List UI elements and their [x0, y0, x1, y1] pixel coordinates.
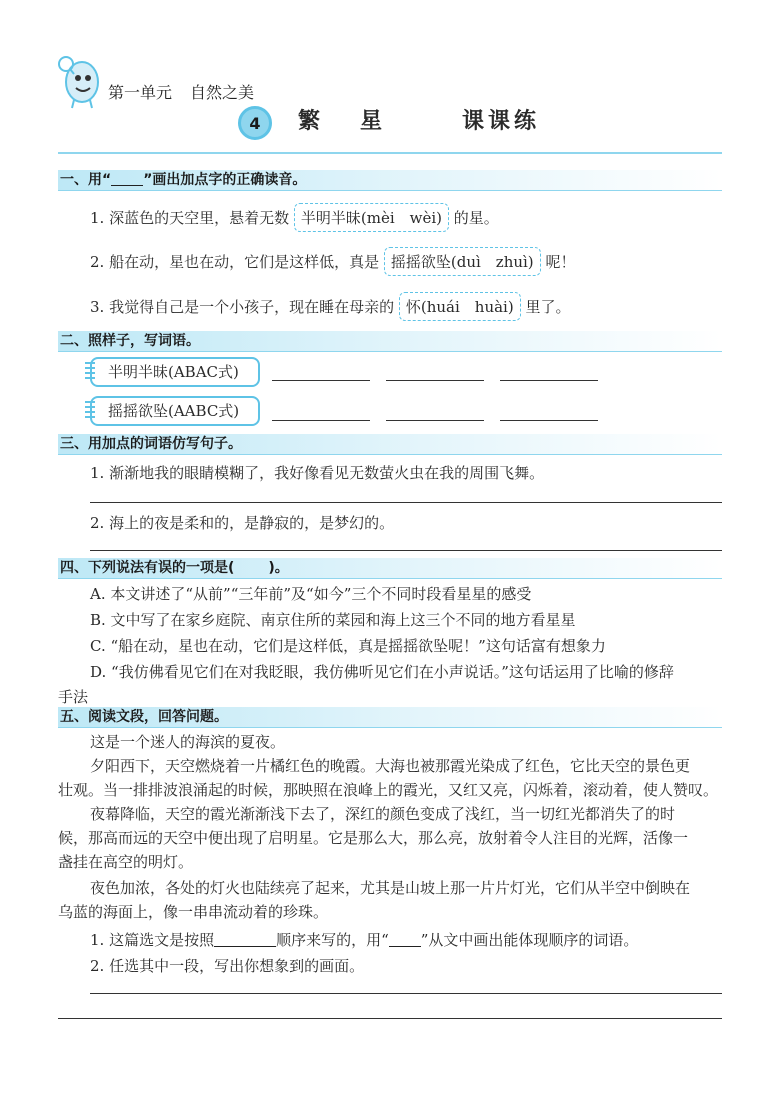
section5-heading: 五、阅读文段，回答问题。: [58, 707, 722, 728]
answer-line[interactable]: [500, 380, 598, 381]
spiral-binding-icon: [85, 401, 95, 421]
section1-q1: [90, 203, 499, 232]
q2-suffix: 呢！: [545, 253, 576, 271]
example-box-abac: [90, 357, 260, 387]
section3-q1: 1. 渐渐地我的眼睛模糊了，我好像看见无数萤火虫在我的周围飞舞。: [90, 464, 545, 482]
option-c: C. “船在动，星也在动，它们是这样低，真是摇摇欲坠呢！”这句话富有想象力: [90, 637, 606, 655]
passage-paragraph-3-line3: 盏挂在高空的明灯。: [58, 853, 194, 871]
underline-blank: [389, 933, 421, 947]
mascot-illustration: [56, 52, 104, 110]
q3-suffix: 里了。: [525, 298, 571, 316]
section1-heading: [58, 170, 722, 191]
section5-q1: [90, 929, 638, 950]
section1-q2: [90, 247, 575, 276]
q2-text: 2. 船在动，星也在动，它们是这样低，真是: [90, 253, 380, 271]
q1-text: 1. 深蓝色的天空里，悬着无数: [90, 209, 290, 227]
lesson-number-badge: [238, 106, 272, 140]
lesson-number: 4: [249, 113, 261, 133]
order-blank[interactable]: [214, 933, 276, 947]
spiral-binding-icon: [85, 362, 95, 382]
example-abac: 半明半昧(ABAC式): [108, 363, 239, 381]
answer-line[interactable]: [500, 420, 598, 421]
section1-q3: [90, 292, 571, 321]
example-box-aabc: [90, 396, 260, 426]
lesson-tag: 课课练: [462, 109, 541, 134]
lesson-title: 繁星: [298, 109, 423, 134]
passage-paragraph-4-line2: 乌蓝的海面上，像一串串流动着的珍珠。: [58, 903, 329, 921]
q3-pinyin-box[interactable]: 怀(huái huài): [399, 292, 521, 321]
header-divider: [58, 152, 722, 154]
section3-heading: 三、用加点的词语仿写句子。: [58, 434, 722, 455]
section2-heading: 二、照样子，写词语。: [58, 331, 722, 352]
unit-theme: 自然之美: [190, 83, 255, 102]
q3-text: 3. 我觉得自己是一个小孩子，现在睡在母亲的: [90, 298, 395, 316]
section4-title-post: )。: [268, 560, 289, 576]
section4-heading: [58, 558, 722, 579]
passage-paragraph-4-line1: 夜色加浓，各处的灯火也陆续亮了起来，尤其是山坡上那一片片灯光，它们从半空中倒映在: [90, 879, 691, 897]
underline-blank: [111, 172, 143, 186]
answer-line[interactable]: [90, 502, 722, 503]
option-d-continued: 手法: [58, 688, 89, 706]
passage-paragraph-3-line1: 夜幕降临，天空的霞光渐渐浅下去了，深红的颜色变成了浅红，当一切红光都消失了的时: [90, 805, 676, 823]
answer-line[interactable]: [386, 380, 484, 381]
answer-line[interactable]: [386, 420, 484, 421]
passage-paragraph-1: 这是一个迷人的海滨的夏夜。: [90, 733, 286, 751]
section5-q2: 2. 任选其中一段，写出你想象到的画面。: [90, 957, 365, 975]
unit-number: 第一单元: [108, 83, 173, 102]
answer-line[interactable]: [272, 420, 370, 421]
example-aabc: 摇摇欲坠(AABC式): [108, 402, 240, 420]
q2-pinyin-box[interactable]: 摇摇欲坠(duì zhuì): [384, 247, 541, 276]
option-a: A. 本文讲述了“从前”“三年前”及“如今”三个不同时段看星星的感受: [90, 585, 532, 603]
q1-prefix: 1. 这篇选文是按照: [90, 931, 215, 949]
section1-title-pre: 一、用“: [60, 172, 112, 188]
section4-title-pre: 四、下列说法有误的一项是(: [60, 560, 235, 576]
answer-line[interactable]: [90, 550, 722, 551]
option-b: B. 文中写了在家乡庭院、南京住所的菜园和海上这三个不同的地方看星星: [90, 611, 576, 629]
unit-label: [108, 80, 272, 103]
q1-pinyin-box[interactable]: 半明半昧(mèi wèi): [294, 203, 449, 232]
section1-title-post: ”画出加点字的正确读音。: [143, 172, 307, 188]
q1-suffix: 的星。: [453, 209, 499, 227]
q1-suffix: ”从文中画出能体现顺序的词语。: [420, 931, 639, 949]
section3-q2: 2. 海上的夜是柔和的，是静寂的，是梦幻的。: [90, 514, 395, 532]
option-d: D. “我仿佛看见它们在对我眨眼，我仿佛听见它们在小声说话。”这句话运用了比喻的修辞: [90, 663, 674, 681]
passage-paragraph-3-line2: 候，那高而远的天空中便出现了启明星。它是那么大，那么亮，放射着令人注目的光辉，活像一: [58, 829, 689, 847]
answer-line[interactable]: [90, 993, 722, 994]
passage-paragraph-2-line1: 夕阳西下，天空燃烧着一片橘红色的晚霞。大海也被那霞光染成了红色，它比天空的景色更: [90, 757, 691, 775]
q1-middle: 顺序来写的，用“: [276, 931, 389, 949]
footer-divider: [58, 1018, 722, 1019]
answer-line[interactable]: [272, 380, 370, 381]
passage-paragraph-2-line2: 壮观。当一排排波浪涌起的时候，那映照在浪峰上的霞光，又红又亮，闪烁着，滚动着，使人赞叹。: [58, 781, 719, 799]
